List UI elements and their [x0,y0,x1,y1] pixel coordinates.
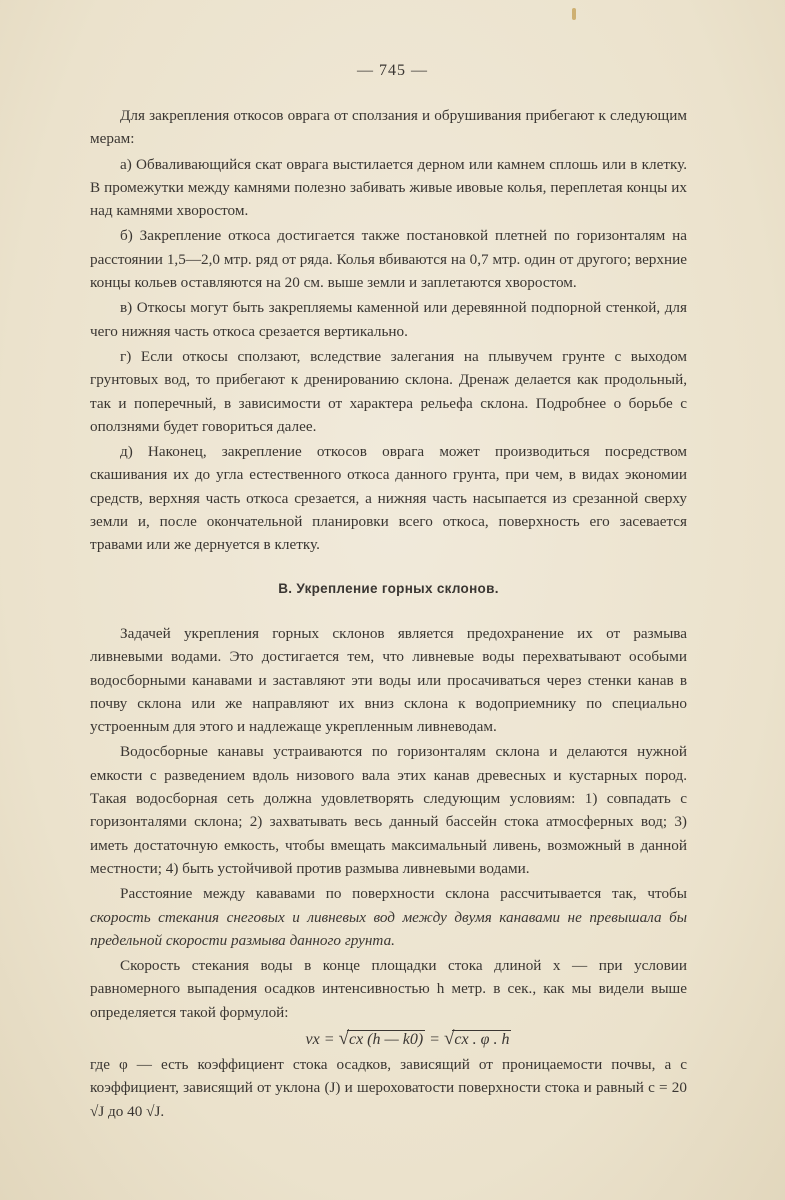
page-text [90,104,687,1125]
formula-equals: = [429,1030,440,1048]
slope-task-paragraph: Задачей укрепления горных склонов является предохранение их от размыва ливневыми водами. Это достигается тем, что ливневые воды перехватывают особыми водосборными канавами и заставляют эти воды или просачиваться через стенки канав в почву склона или же направляют их вниз склона к водоприемнику по специально устроенным для этого и надлежаще укрепленным ливневодам. [90,624,687,736]
speed-paragraph: Скорость стекания воды в конце площадки стока длиной x — при условии равномерного выпадения осадков интенсивностью h метр. в сек., как мы видели выше определяется такой формулой: [90,957,687,1021]
radical-sign-1: √ [338,1027,349,1049]
page-number: — 745 — [357,62,428,79]
velocity-formula [90,1026,687,1053]
section-heading: В. Укрепление горных склонов. [278,580,499,596]
measure-e-paragraph: д) Наконец, закрепление откосов оврага может производиться посредством скашивания их до угла естественного откоса данного грунта, при чем, в видах экономии средств, верхняя часть откоса срезается, а нижняя часть насыпается из срезанной сверху земли и, после окончательной планировки всего откоса, поверхность его засевается травами или же дернуется в клетку. [90,443,687,554]
measure-a-paragraph: а) Обваливающийся скат оврага выстилается дерном или камнем сплошь или в клетку. В промежутки между камнями полезно забивать живые ивовые колья, переплетая концы их над камнями хворостом. [90,155,687,220]
radical-sign-2: √ [443,1027,455,1049]
measure-b-paragraph: б) Закрепление откоса достигается также постановкой плетней по горизонталям на расстоянии 1,5—2,0 мтр. ряд от ряда. Колья вбиваются на 0,7 мтр. один от другого; верхние концы кольев оставляются на 20 см. выше земли и заплетаются хворостом. [90,227,687,292]
coefficient-paragraph: где φ — есть коэффициент стока осадков, зависящий от проницаемости почвы, а c коэффициент, зависящий от уклона (J) и шероховатости поверхности стока и равный c = 20 √J до 40 √J. [90,1055,687,1120]
distance-italic-text: скорость стекания снеговых и ливневых вод между двумя канавами не превышала бы предельной скорости размыва данного грунта. [90,908,687,949]
formula-lhs: vx = [305,1030,335,1048]
measure-c-paragraph: в) Откосы могут быть закрепляемы каменной или деревянной подпорной стенкой, для чего нижняя часть откоса срезается вертикально. [90,299,687,340]
intro-paragraph: Для закрепления откосов оврага от сползания и обрушивания прибегают к следующим мерам: [90,107,687,148]
distance-text: Расстояние между кававами по поверхности склона рассчитывается так, чтобы [120,885,687,903]
formula-term-2: cx . φ . h [454,1030,510,1048]
formula-term-1: cx (h — k0) [348,1030,424,1048]
ditches-paragraph: Водосборные канавы устраиваются по горизонталям склона и делаются нужной емкости с разведением вдоль низового вала этих канав древесных и кустарных пород. Такая водосборная сеть должна удовлетворять следующим условиям: 1) совпадать с горизонталями склона; 2) захватывать весь данный бассейн стока атмосферных вод; 3) иметь достаточную емкость, чтобы вмещать максимальный ливень, возможный в данной местности; 4) быть устойчивой против размыва ливневыми водами. [90,743,687,877]
measure-d-paragraph: г) Если откосы сползают, вследствие залегания на плывучем грунте с выходом грунтовых вод, то прибегают к дренированию склона. Дренаж делается как продольный, так и поперечный, в зависимости от характера рельефа склона. Подробнее о борьбе с оползнями будет говориться далее. [90,347,687,435]
ink-mark [572,8,576,20]
distance-paragraph [90,882,687,952]
